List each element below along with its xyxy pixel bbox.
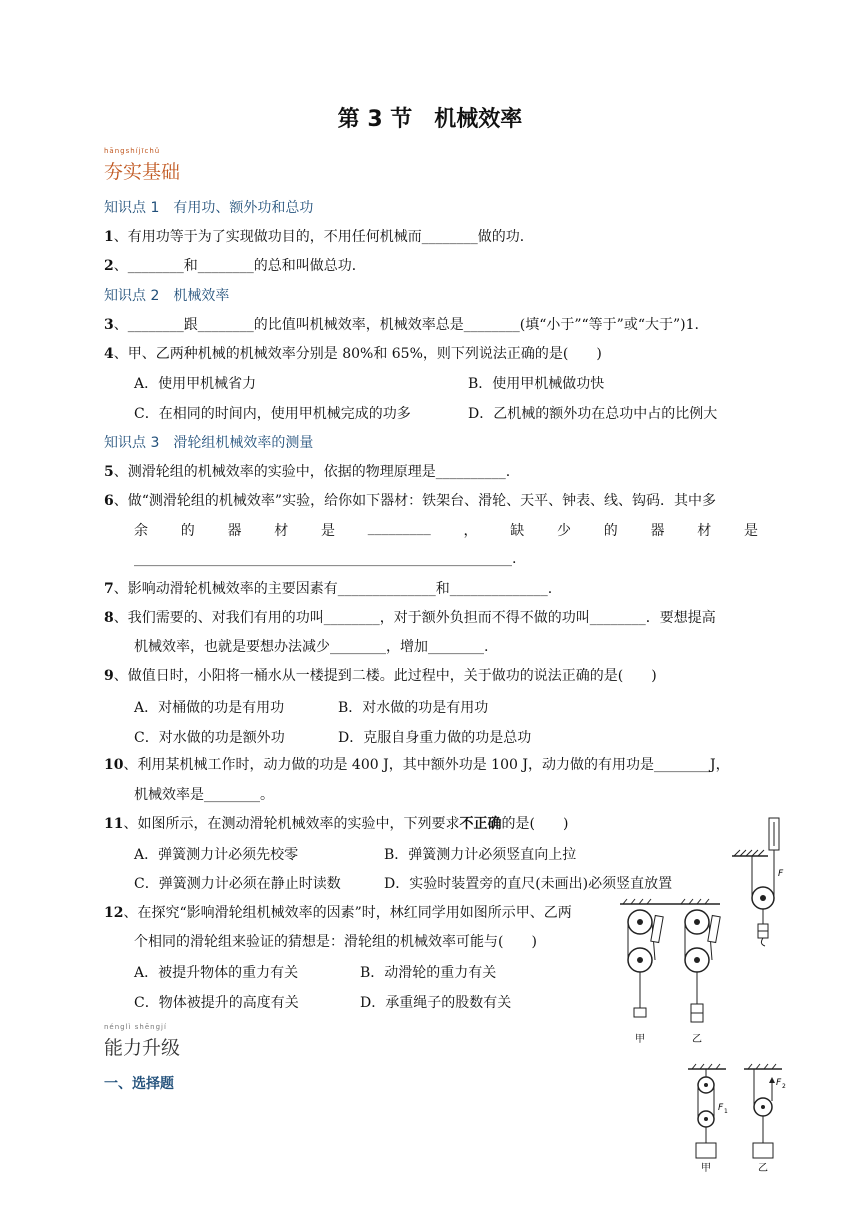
q9-option-c: C．对水做的功是额外功 <box>134 730 285 746</box>
q12-option-d: D．承重绳子的股数有关 <box>360 995 512 1011</box>
fixed-movable-pulley-figure <box>680 1063 800 1175</box>
knowledge-point-2: 知识点 2 机械效率 <box>104 288 230 304</box>
q6-line-2: 余 的 器 材 是 _________ ， 缺 少 的 器 材 是 <box>134 520 758 539</box>
q12-option-c: C．物体被提升的高度有关 <box>134 995 299 1011</box>
knowledge-point-3: 知识点 3 滑轮组机械效率的测量 <box>104 435 314 451</box>
section-heading: 夯实基础 <box>104 161 181 183</box>
section-pinyin-2: nénglì shēngjí <box>104 1023 167 1031</box>
movable-pulley-figure <box>728 814 798 954</box>
force-label-f1: F <box>718 1103 724 1113</box>
q10-line-2: 机械效率是________。 <box>134 787 274 803</box>
q4-option-c: C．在相同的时间内，使用甲机械完成的功多 <box>134 406 411 422</box>
question-2: 2、________和________的总和叫做总功． <box>104 258 366 274</box>
label-yi: 乙 <box>692 1034 702 1045</box>
label-yi-2: 乙 <box>758 1163 768 1174</box>
question-6: 6、做“测滑轮组的机械效率”实验，给你如下器材：铁架台、滑轮、天平、钟表、线、钩码．其中多 <box>104 493 717 509</box>
q6-line-3: ______________________________________________________. <box>134 551 517 567</box>
label-jia-2: 甲 <box>701 1163 711 1174</box>
page-title: 第 3 节 机械效率 <box>337 107 523 132</box>
force-label-f1-sub: 1 <box>724 1108 728 1115</box>
force-label-f: F <box>778 869 784 879</box>
question-3: 3、________跟________的比值叫机械效率，机械效率总是________(填“小于”“等于”或“大于”)1. <box>104 317 699 333</box>
q4-option-d: D．乙机械的额外功在总功中占的比例大 <box>468 406 718 422</box>
question-9: 9、做值日时，小阳将一桶水从一楼提到二楼。此过程中，关于做功的说法正确的是( ) <box>104 668 657 684</box>
pulley-blocks-figure <box>615 898 725 1048</box>
q11-option-b: B．弹簧测力计必须竖直向上拉 <box>384 847 577 863</box>
question-5: 5、测滑轮组的机械效率的实验中，依据的物理原理是__________. <box>104 464 511 480</box>
q11-option-a: A．弹簧测力计必须先校零 <box>134 847 299 863</box>
q4-option-b: B．使用甲机械做功快 <box>468 376 605 392</box>
knowledge-point-1: 知识点 1 有用功、额外功和总功 <box>104 200 314 216</box>
question-12: 12、在探究“影响滑轮组机械效率的因素”时，林红同学用如图所示甲、乙两 <box>104 905 572 921</box>
q11-option-d: D．实验时装置旁的直尺(未画出)必须竖直放置 <box>384 876 673 892</box>
section-pinyin: hāngshíjīchǔ <box>104 147 161 155</box>
q9-option-d: D．克服自身重力做的功是总功 <box>338 730 532 746</box>
q11-option-c: C．弹簧测力计必须在静止时读数 <box>134 876 341 892</box>
label-jia: 甲 <box>635 1034 645 1045</box>
subsection-heading: 一、选择题 <box>104 1076 174 1092</box>
question-8: 8、我们需要的、对我们有用的功叫________，对于额外负担而不得不做的功叫________．要想提高 <box>104 610 716 626</box>
force-label-f2-sub: 2 <box>782 1083 786 1090</box>
q8-line-2: 机械效率，也就是要想办法减少________，增加________. <box>134 639 489 655</box>
question-11: 11、如图所示，在测动滑轮机械效率的实验中，下列要求不正确的是( ) <box>104 816 569 832</box>
force-label-f2: F <box>776 1078 782 1088</box>
q12-option-b: B．动滑轮的重力有关 <box>360 965 497 981</box>
question-4: 4、甲、乙两种机械的机械效率分别是 80%和 65%，则下列说法正确的是( ) <box>104 346 602 362</box>
question-10: 10、利用某机械工作时，动力做的功是 400 J，其中额外功是 100 J，动力做的有用功是________J， <box>104 757 730 773</box>
q9-option-a: A．对桶做的功是有用功 <box>134 700 285 716</box>
question-1: 1、有用功等于为了实现做功目的，不用任何机械而________做的功． <box>104 229 534 245</box>
question-7: 7、影响动滑轮机械效率的主要因素有______________和______________. <box>104 581 553 597</box>
q9-option-b: B．对水做的功是有用功 <box>338 700 489 716</box>
section-heading-2: 能力升级 <box>104 1037 181 1059</box>
q12-line-2: 个相同的滑轮组来验证的猜想是：滑轮组的机械效率可能与( ) <box>134 934 537 950</box>
q4-option-a: A．使用甲机械省力 <box>134 376 257 392</box>
q12-option-a: A．被提升物体的重力有关 <box>134 965 299 981</box>
